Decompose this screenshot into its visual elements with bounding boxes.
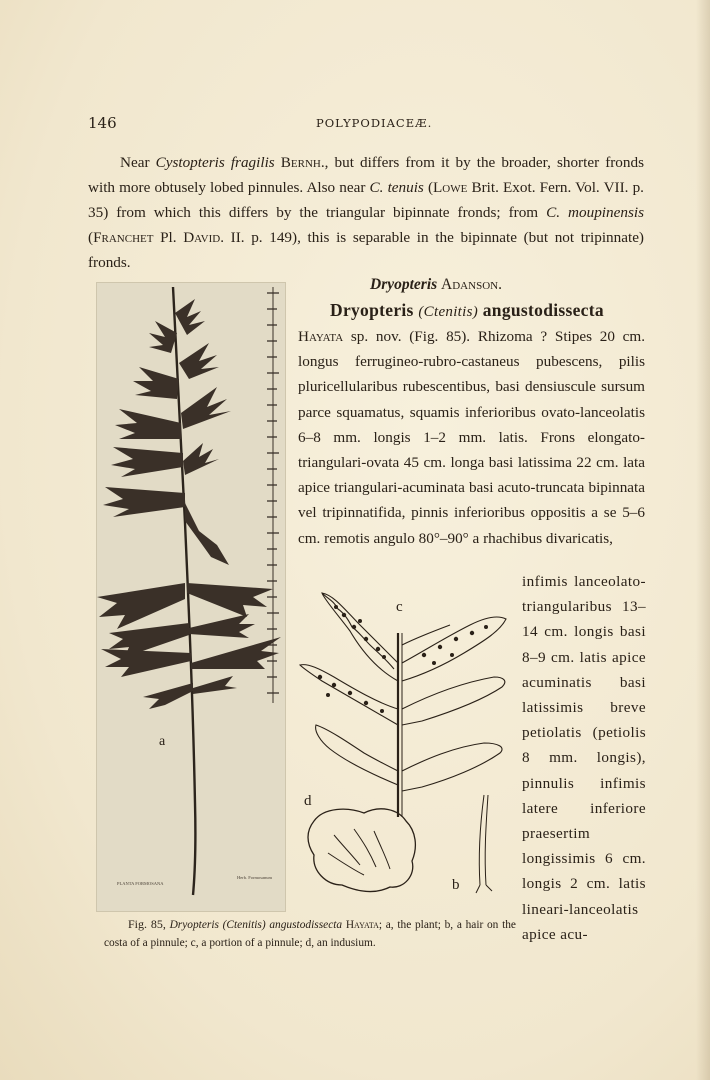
genus-heading: Dryopteris Adanson.: [370, 276, 502, 293]
fern-specimen-photo: [96, 282, 286, 912]
figure-label-c: c: [396, 599, 403, 615]
species-heading: Dryopteris (Ctenitis) angustodissecta: [330, 300, 604, 320]
intro-paragraph: Near Cystopteris fragilis Bernh., but differs from it by the broader, shorter fronds with more obtusely lobed pinnules. Also near C. tenuis (Lowe Brit. Exot. Fern. Vol. VII. p. 35) from which this differs by the triangular bipinnate fronds; from C. moupinensis (Franchet Pl. David. II. p. 149), this is separable in the bipinnate (but not tripinnate) fronds.: [88, 154, 645, 271]
species-description-continued: infimis lanceolato-triangularibus 13–14 cm. longis basi 8–9 cm. latis apice acuminatis basi latissimis breve petiolatis (petiolis 8 mm. longis), pinnulis infimis latere inferiore praesertim longissimis 6 cm. longis 2 cm. latis lineari-lanceolatis apice acu-: [522, 573, 646, 943]
species-description: Hayata sp. nov. (Fig. 85). Rhizoma ? Stipes 20 cm. longus ferrugineo-rubro-castaneus pubescens, pilis pluricellularibus rubescentibus, basi densiuscule sursum parce squamatus, squamis inferioribus ovato-lanceolatis 6–8 mm. longis 1–2 mm. latis. Frons elongato-triangulari-ovata 45 cm. longa basi latissima 22 cm. lata apice triangulari-acuminata basi acuto-truncata bipinnata vel tripinnatifida, pinnis inferioribus oppositis a se 5–6 cm. remotis angulo 80°–90° a rhachibus divaricatis,: [298, 328, 645, 547]
fern-detail-drawing: [294, 585, 520, 905]
running-title: POLYPODIACEÆ.: [316, 116, 433, 130]
figure-label-a: a: [159, 734, 166, 749]
page-edge-shadow: [696, 0, 710, 1080]
specimen-label-2: Herb. Formosanum: [237, 875, 272, 880]
specimen-label-1: PLANTA FORMOSANA: [117, 881, 164, 886]
figure-caption: Fig. 85, Dryopteris (Ctenitis) angustodissecta Hayata; a, the plant; b, a hair on the costa of a pinnule; c, a portion of a pinnule; d, an indusium.: [104, 917, 516, 949]
page-number: 146: [88, 114, 117, 132]
figure-label-d: d: [304, 793, 312, 809]
pinnule-indusium-hair-drawing: [294, 585, 520, 905]
figure-label-b: b: [452, 877, 460, 893]
fern-specimen-illustration: [97, 283, 285, 911]
